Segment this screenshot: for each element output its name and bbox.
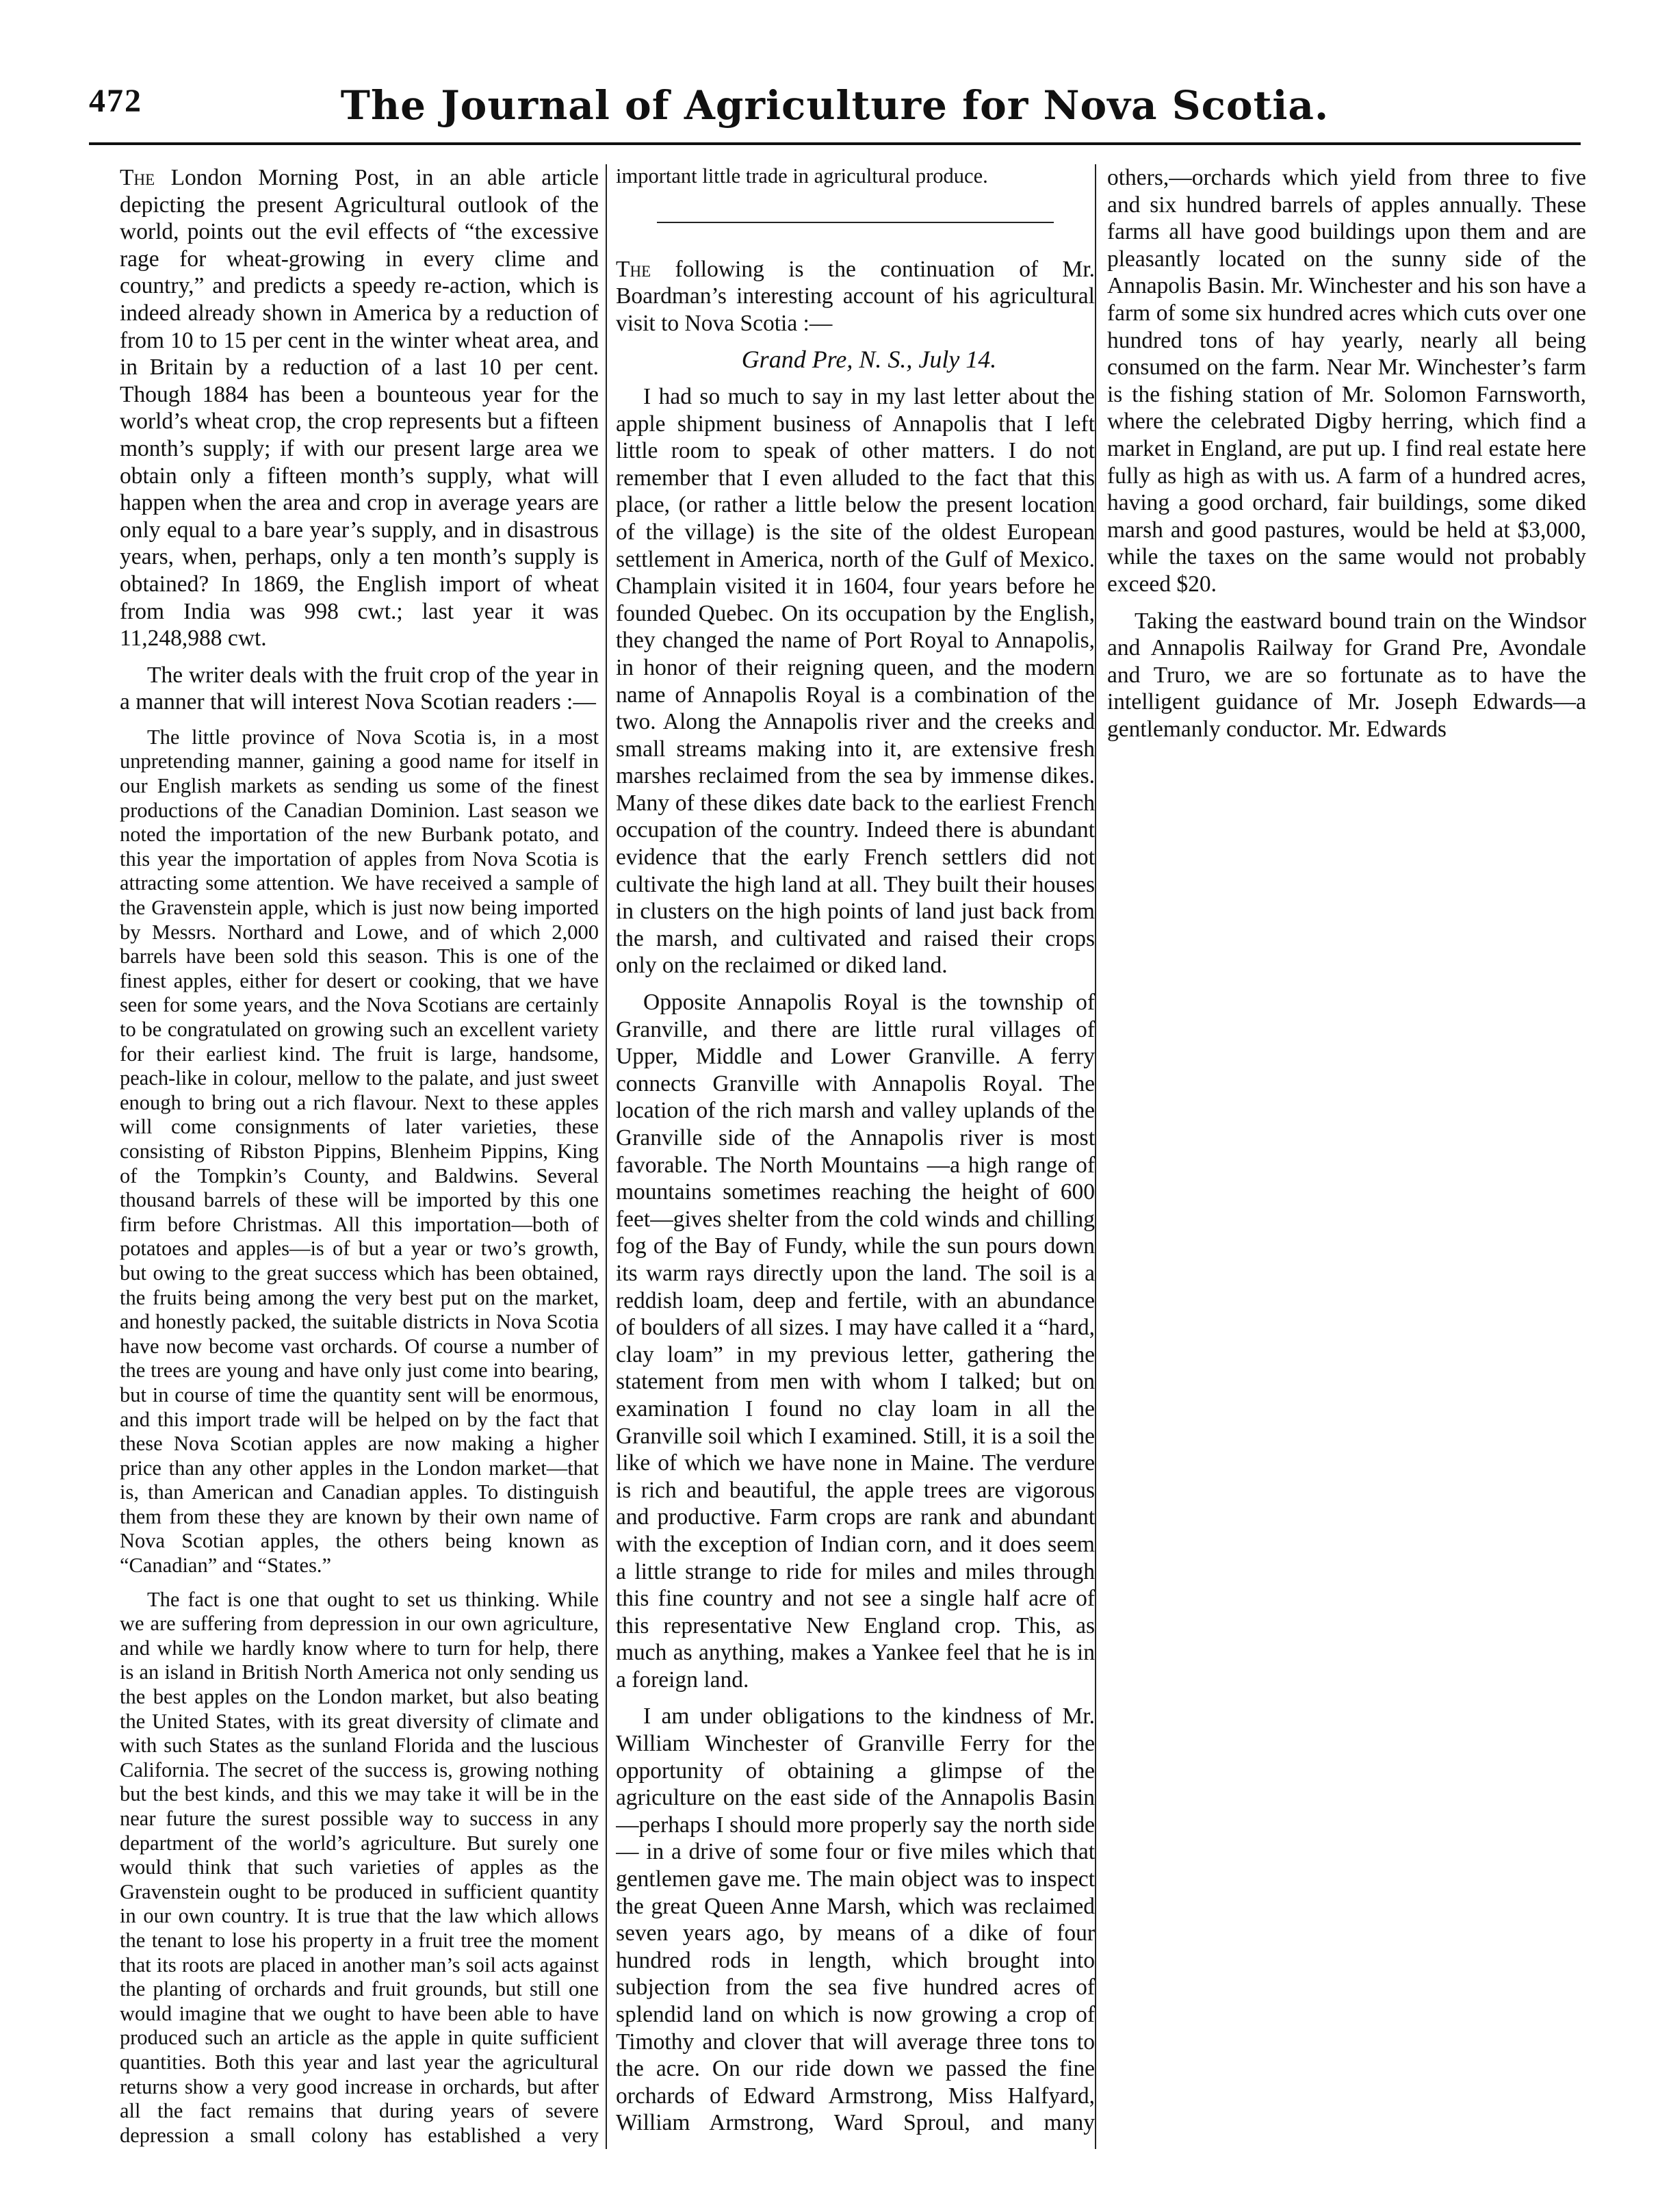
column-rule [606, 164, 607, 2149]
quoted-paragraph: The fact is one that ought to set us thinking. While we are suffering from depression in our own agriculture, and while we hardly know where to turn for help, there is an island in British North America not only sending us the best apples on the London market, but also beating the United States, with its great diversity of climate and with such States as the sunland Florida and the luscious California. The secret of the success is, growing nothing but the best kinds, and this we may take it will be in the near future the surest possible way to success in any department of the world’s agriculture. But surely one would think that such varieties of apples as the Gravenstein ought to be produced in sufficient quantity in our own country. It is true that the law which allows the tenant to lose his property in a fruit tree the moment that its roots are placed in another man’s soil acts against the planting of orchards and fruit grounds, but still one would imagine that we ought to have been able to have produced such an article as the apple in quite sufficient quantities. Both this year and last year the agricultural returns show a very good increase in orchards, but after all the fact remains that during years of severe depression a small colony has established a very [120, 1587, 599, 2147]
page-number: 472 [89, 83, 142, 119]
column-rule [1095, 164, 1096, 2149]
journal-title: The Journal of Agriculture for Nova Scotia. [340, 82, 1330, 129]
article-separator [657, 222, 1054, 223]
letter-paragraph: Taking the eastward bound train on the Windsor and Annapolis Railway for Grand Pre, Avondale and Truro, we are so fortunate as to have the intelligent guidance of Mr. Joseph Edwards—a gentlemanly conductor. Mr. Edwards [1107, 608, 1586, 742]
letter-paragraph: Opposite Annapolis Royal is the township of Granville, and there are little rural villages of Upper, Middle and Lower Granville. A ferry connects Granville with Annapolis Royal. The location of the rich marsh and valley uplands of the Granville side of the Annapolis river is most favorable. The North Mountains —a high range of mountains sometimes reaching the height of 600 feet—gives shelter from the cold winds and chilling fog of the Bay of Fundy, while the sun pours down its warm rays directly upon the land. The soil is a reddish loam, deep and fertile, with an abundance of boulders of all sizes. I may have called it a “hard, clay loam” in my previous letter, gathering the statement from men with whom I talked; but on examination I found no clay loam in all the Granville soil which I examined. Still, it is a soil the like of which we have none in Maine. The verdure is rich and beautiful, the apple trees are vigorous and productive. Farm crops are rank and abundant with the exception of Indian corn, and it does seem a little strange to ride for miles and miles through this fine country and not see a single half acre of this representative New England crop. This, as much as anything, makes a Yankee feel that he is in a foreign land. [616, 990, 1095, 1693]
article-paragraph: The writer deals with the fruit crop of the year in a manner that will interest Nova Scotian readers :— [120, 662, 599, 715]
text-column-1 [120, 164, 599, 2163]
article-intro: The following is the continuation of Mr. Boardman’s interesting account of his agricultural visit to Nova Scotia :— [616, 256, 1095, 336]
quoted-paragraph: important little trade in agricultural produce. [616, 164, 988, 188]
letter-paragraph: others,—orchards which yield from three to five and six hundred barrels of apples annually. These farms all have good buildings upon them and are pleasantly located on the sunny side of the Annapolis Basin. Mr. Winchester and his son have a farm of some six hundred acres which cuts over one hundred tons of hay yearly, nearly all being consumed on the farm. Near Mr. Winchester’s farm is the fishing station of Mr. Solomon Farnsworth, where the celebrated Digby herring, which find a market in England, are put up. I find real estate here fully as high as with us. A farm of a hundred acres, having a good orchard, fair buildings, some diked marsh and good pastures, would be held at $3,000, while the taxes on the same would not probably exceed $20. [1107, 165, 1586, 597]
text-column-3 [1107, 164, 1586, 2163]
letter-paragraph: I had so much to say in my last letter about the apple shipment business of Annapolis that I left little room to speak of other matters. I do not remember that I even alluded to the fact that this place, (or rather a little below the present location of the village) is the site of the oldest European settlement in America, north of the Gulf of Mexico. Champlain visited it in 1604, four years before he founded Quebec. On its occupation by the English, they changed the name of Port Royal to Annapolis, in honor of their reigning queen, and the modern name of Annapolis Royal is a combination of the two. Along the Annapolis river and the creeks and small streams making into it, are extensive fresh marshes reclaimed from the sea by immense dikes. Many of these dikes date back to the earliest French occupation of the country. Indeed there is abundant evidence that the early French settlers did not cultivate the high land at all. They built their houses in clusters on the high points of land just back from the marsh, and cultivated and raised their crops only on the reclaimed or diked land. [616, 383, 1095, 979]
article-paragraph: The London Morning Post, in an able article depicting the present Agricultural outlook of the world, points out the evil effects of “the excessive rage for wheat-growing in every clime and country,” and predicts a speedy re-action, which is indeed already shown in America by a reduction of from 10 to 15 per cent in the winter wheat area, and in Britain by a reduction of a last 10 per cent. Though 1884 has been a bounteous year for the world’s wheat crop, the crop represents but a fifteen month’s supply; if with our present large area we obtain only a fifteen month’s supply, what will happen when the area and crop in average years are only equal to a bare year’s supply, and in disastrous years, when, perhaps, only a ten month’s supply is obtained? In 1869, the English import of wheat from India was 998 cwt.; last year it was 11,248,988 cwt. [120, 165, 599, 652]
quoted-paragraph: The little province of Nova Scotia is, in a most unpretending manner, gaining a good name for itself in our English markets as sending us some of the finest productions of the Canadian Dominion. Last season we noted the importation of the new Burbank potato, and this year the importation of apples from Nova Scotia is attracting some attention. We have received a sample of the Gravenstein apple, which is just now being imported by Messrs. Northard and Lowe, and of which 2,000 barrels have been sold this season. This is one of the finest apples, either for desert or cooking, that we have seen for some years, and the Nova Scotians are certainly to be congratulated on growing such an excellent variety for their earliest kind. The fruit is large, handsome, peach-like in colour, mellow to the palate, and just sweet enough to bring out a rich flavour. Next to these apples will come consignments of later varieties, these consisting of Ribston Pippins, Blenheim Pippins, King of the Tompkin’s County, and Baldwins. Several thousand barrels of these will be imported by this one firm before Christmas. All this importation—both of potatoes and apples—is of but a year or two’s growth, but owing to the great success which has been obtained, the fruits being among the very best put on the market, and honestly packed, the suitable districts in Nova Scotia have now become vast orchards. Of course a number of the trees are young and have only just come into bearing, but in course of time the quantity sent will be enormous, and this import trade will be helped on by the fact that these Nova Scotian apples are now making a higher price than any other apples in the London market—that is, than American and Canadian apples. To distinguish them from these they are known by their own name of Nova Scotian apples, the others being known as “Canadian” and “States.” [120, 725, 599, 1578]
page-header [89, 82, 1581, 151]
header-rule [89, 142, 1581, 145]
letter-dateline: Grand Pre, N. S., July 14. [741, 346, 997, 374]
text-column-2 [616, 164, 1095, 2163]
letter-paragraph: I am under obligations to the kindness of Mr. William Winchester of Granville Ferry for the opportunity of obtaining a glimpse of the agriculture on the east side of the Annapolis Basin—perhaps I should more properly say the north side — in a drive of some four or five miles which that gentlemen gave me. The main object was to inspect the great Queen Anne Marsh, which was reclaimed seven years ago, by means of a dike of four hundred rods in length, which brought into subjection from the sea five hundred acres of splendid land on which is now growing a crop of Timothy and clover that will average three tons to the acre. On our ride down we passed the fine orchards of Edward Armstrong, Miss Halfyard, William Armstrong, Ward Sproul, and many [616, 1703, 1095, 2136]
